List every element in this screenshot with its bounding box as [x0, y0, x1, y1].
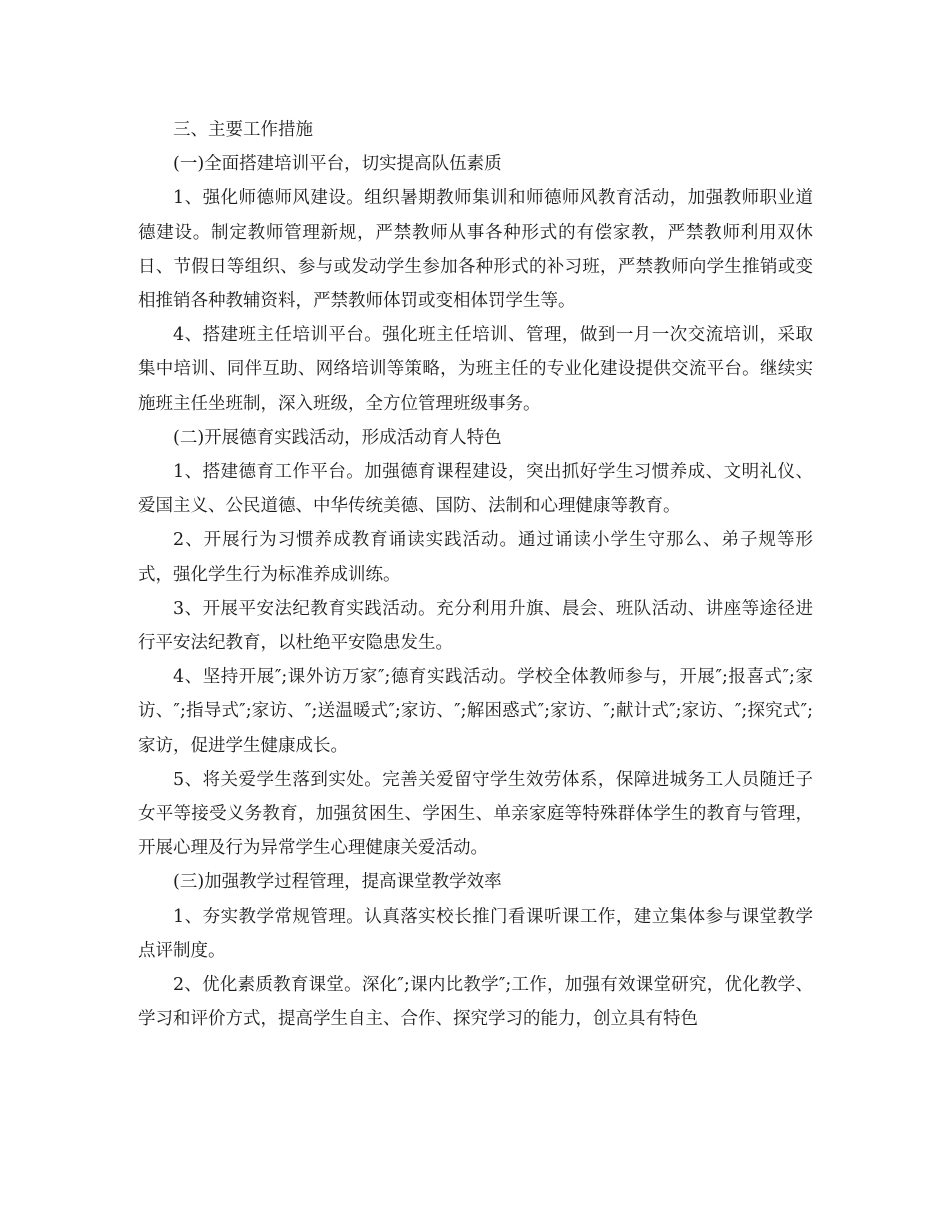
- body-paragraph: 1、夯实教学常规管理。认真落实校长推门看课听课工作，建立集体参与课堂教学点评制度。: [138, 906, 813, 961]
- body-paragraph: 1、强化师德师风建设。组织暑期教师集训和师德师风教育活动，加强教师职业道德建设。制定教师管理新规，严禁教师从事各种形式的有偿家教，严禁教师利用双休日、节假日等组织、参与或发动学生参加各种形式的补习班，严禁教师向学生推销或变相推销各种教辅资料，严禁教师体罚或变相体罚学生等。: [138, 188, 813, 312]
- body-paragraph: 1、搭建德育工作平台。加强德育课程建设，突出抓好学生习惯养成、文明礼仪、爱国主义、公民道德、中华传统美德、国防、法制和心理健康等教育。: [138, 462, 813, 517]
- subsection-heading: (二)开展德育实践活动，形成活动育人特色: [173, 427, 502, 448]
- subsection-heading: (三)加强教学过程管理，提高课堂教学效率: [173, 872, 502, 893]
- section-heading: 三、主要工作措施: [173, 120, 313, 140]
- body-paragraph: 5、将关爱学生落到实处。完善关爱留守学生效劳体系，保障进城务工人员随迁子女平等接受义务教育，加强贫困生、学困生、单亲家庭等特殊群体学生的教育与管理，开展心理及行为异常学生心理健康关爱活动。: [138, 769, 813, 859]
- body-paragraph: 4、搭建班主任培训平台。强化班主任培训、管理，做到一月一次交流培训，采取集中培训、同伴互助、网络培训等策略，为班主任的专业化建设提供交流平台。继续实施班主任坐班制，深入班级，全方位管理班级事务。: [138, 325, 813, 414]
- body-paragraph: 2、开展行为习惯养成教育诵读实践活动。通过诵读小学生守那么、弟子规等形式，强化学生行为标准养成训练。: [138, 530, 813, 585]
- body-paragraph: 2、优化素质教育课堂。深化″;课内比教学″;工作，加强有效课堂研究，优化教学、学习和评价方式，提高学生自主、合作、探究学习的能力，创立具有特色: [138, 975, 813, 1030]
- body-paragraph: 3、开展平安法纪教育实践活动。充分利用升旗、晨会、班队活动、讲座等途径进行平安法纪教育，以杜绝平安隐患发生。: [138, 598, 813, 654]
- body-paragraph: 4、坚持开展″;课外访万家″;德育实践活动。学校全体教师参与，开展″;报喜式″;家访、″;指导式″;家访、″;送温暖式″;家访、″;解困惑式″;家访、″;献计式″;家访、″;探究式″;家访，促进学生健康成长。: [138, 667, 813, 756]
- document-body: [138, 113, 813, 1036]
- subsection-heading: (一)全面搭建培训平台，切实提高队伍素质: [173, 154, 502, 175]
